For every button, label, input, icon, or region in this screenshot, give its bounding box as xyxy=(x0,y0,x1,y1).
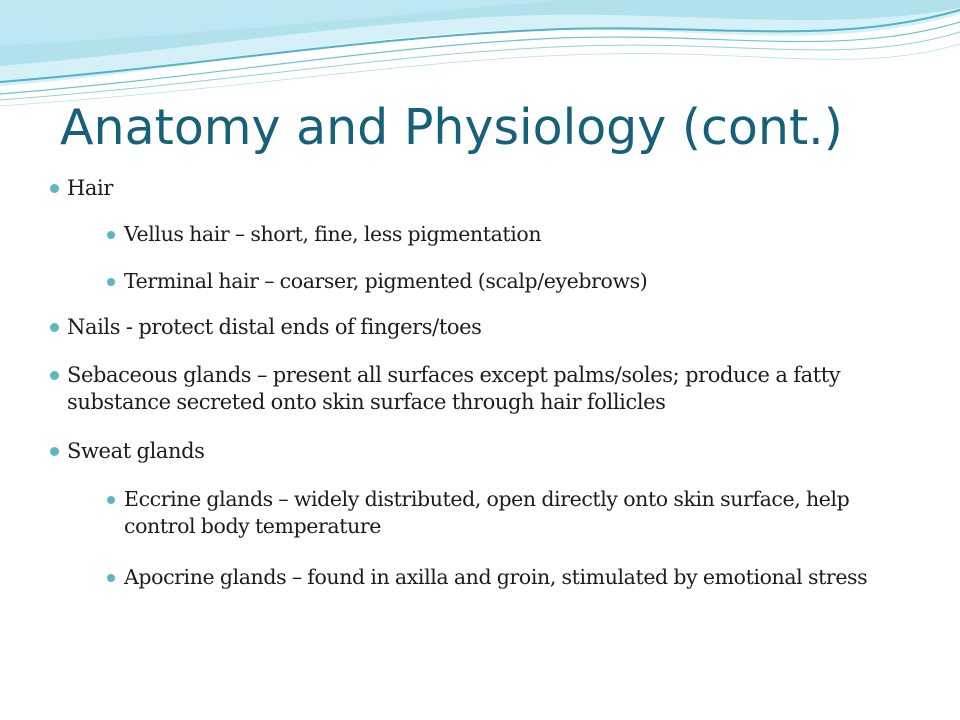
bullet-icon xyxy=(50,323,59,332)
bullet-icon xyxy=(50,447,59,456)
bullet-text: Terminal hair – coarser, pigmented (scalp/eyebrows) xyxy=(124,269,648,293)
bullet-text: Sebaceous glands – present all surfaces except palms/soles; produce a fatty substance secreted onto skin surface through hair follicles xyxy=(67,363,841,414)
bullet-nails xyxy=(67,314,927,341)
bullet-terminal-hair xyxy=(124,268,924,295)
bullet-text: Eccrine glands – widely distributed, open directly onto skin surface, help control body temperature xyxy=(124,487,850,538)
bullet-text: Vellus hair – short, fine, less pigmentation xyxy=(124,222,542,246)
bullet-icon xyxy=(107,278,115,286)
bullet-icon xyxy=(107,574,115,582)
bullet-icon xyxy=(50,371,59,380)
bullet-hair xyxy=(67,175,927,202)
slide-title: Anatomy and Physiology (cont.) xyxy=(60,99,843,156)
bullet-text: Nails - protect distal ends of fingers/toes xyxy=(67,315,482,339)
bullet-icon xyxy=(107,231,115,239)
bullet-sweat-glands xyxy=(67,438,927,465)
bullet-text: Hair xyxy=(67,176,113,200)
bullet-sebaceous-glands xyxy=(67,362,887,416)
bullet-icon xyxy=(107,496,115,504)
bullet-text: Sweat glands xyxy=(67,439,205,463)
bullet-apocrine-glands xyxy=(124,564,919,591)
bullet-icon xyxy=(50,184,59,193)
bullet-eccrine-glands xyxy=(124,486,904,540)
bullet-vellus-hair xyxy=(124,221,924,248)
bullet-text: Apocrine glands – found in axilla and groin, stimulated by emotional stress xyxy=(124,565,868,589)
